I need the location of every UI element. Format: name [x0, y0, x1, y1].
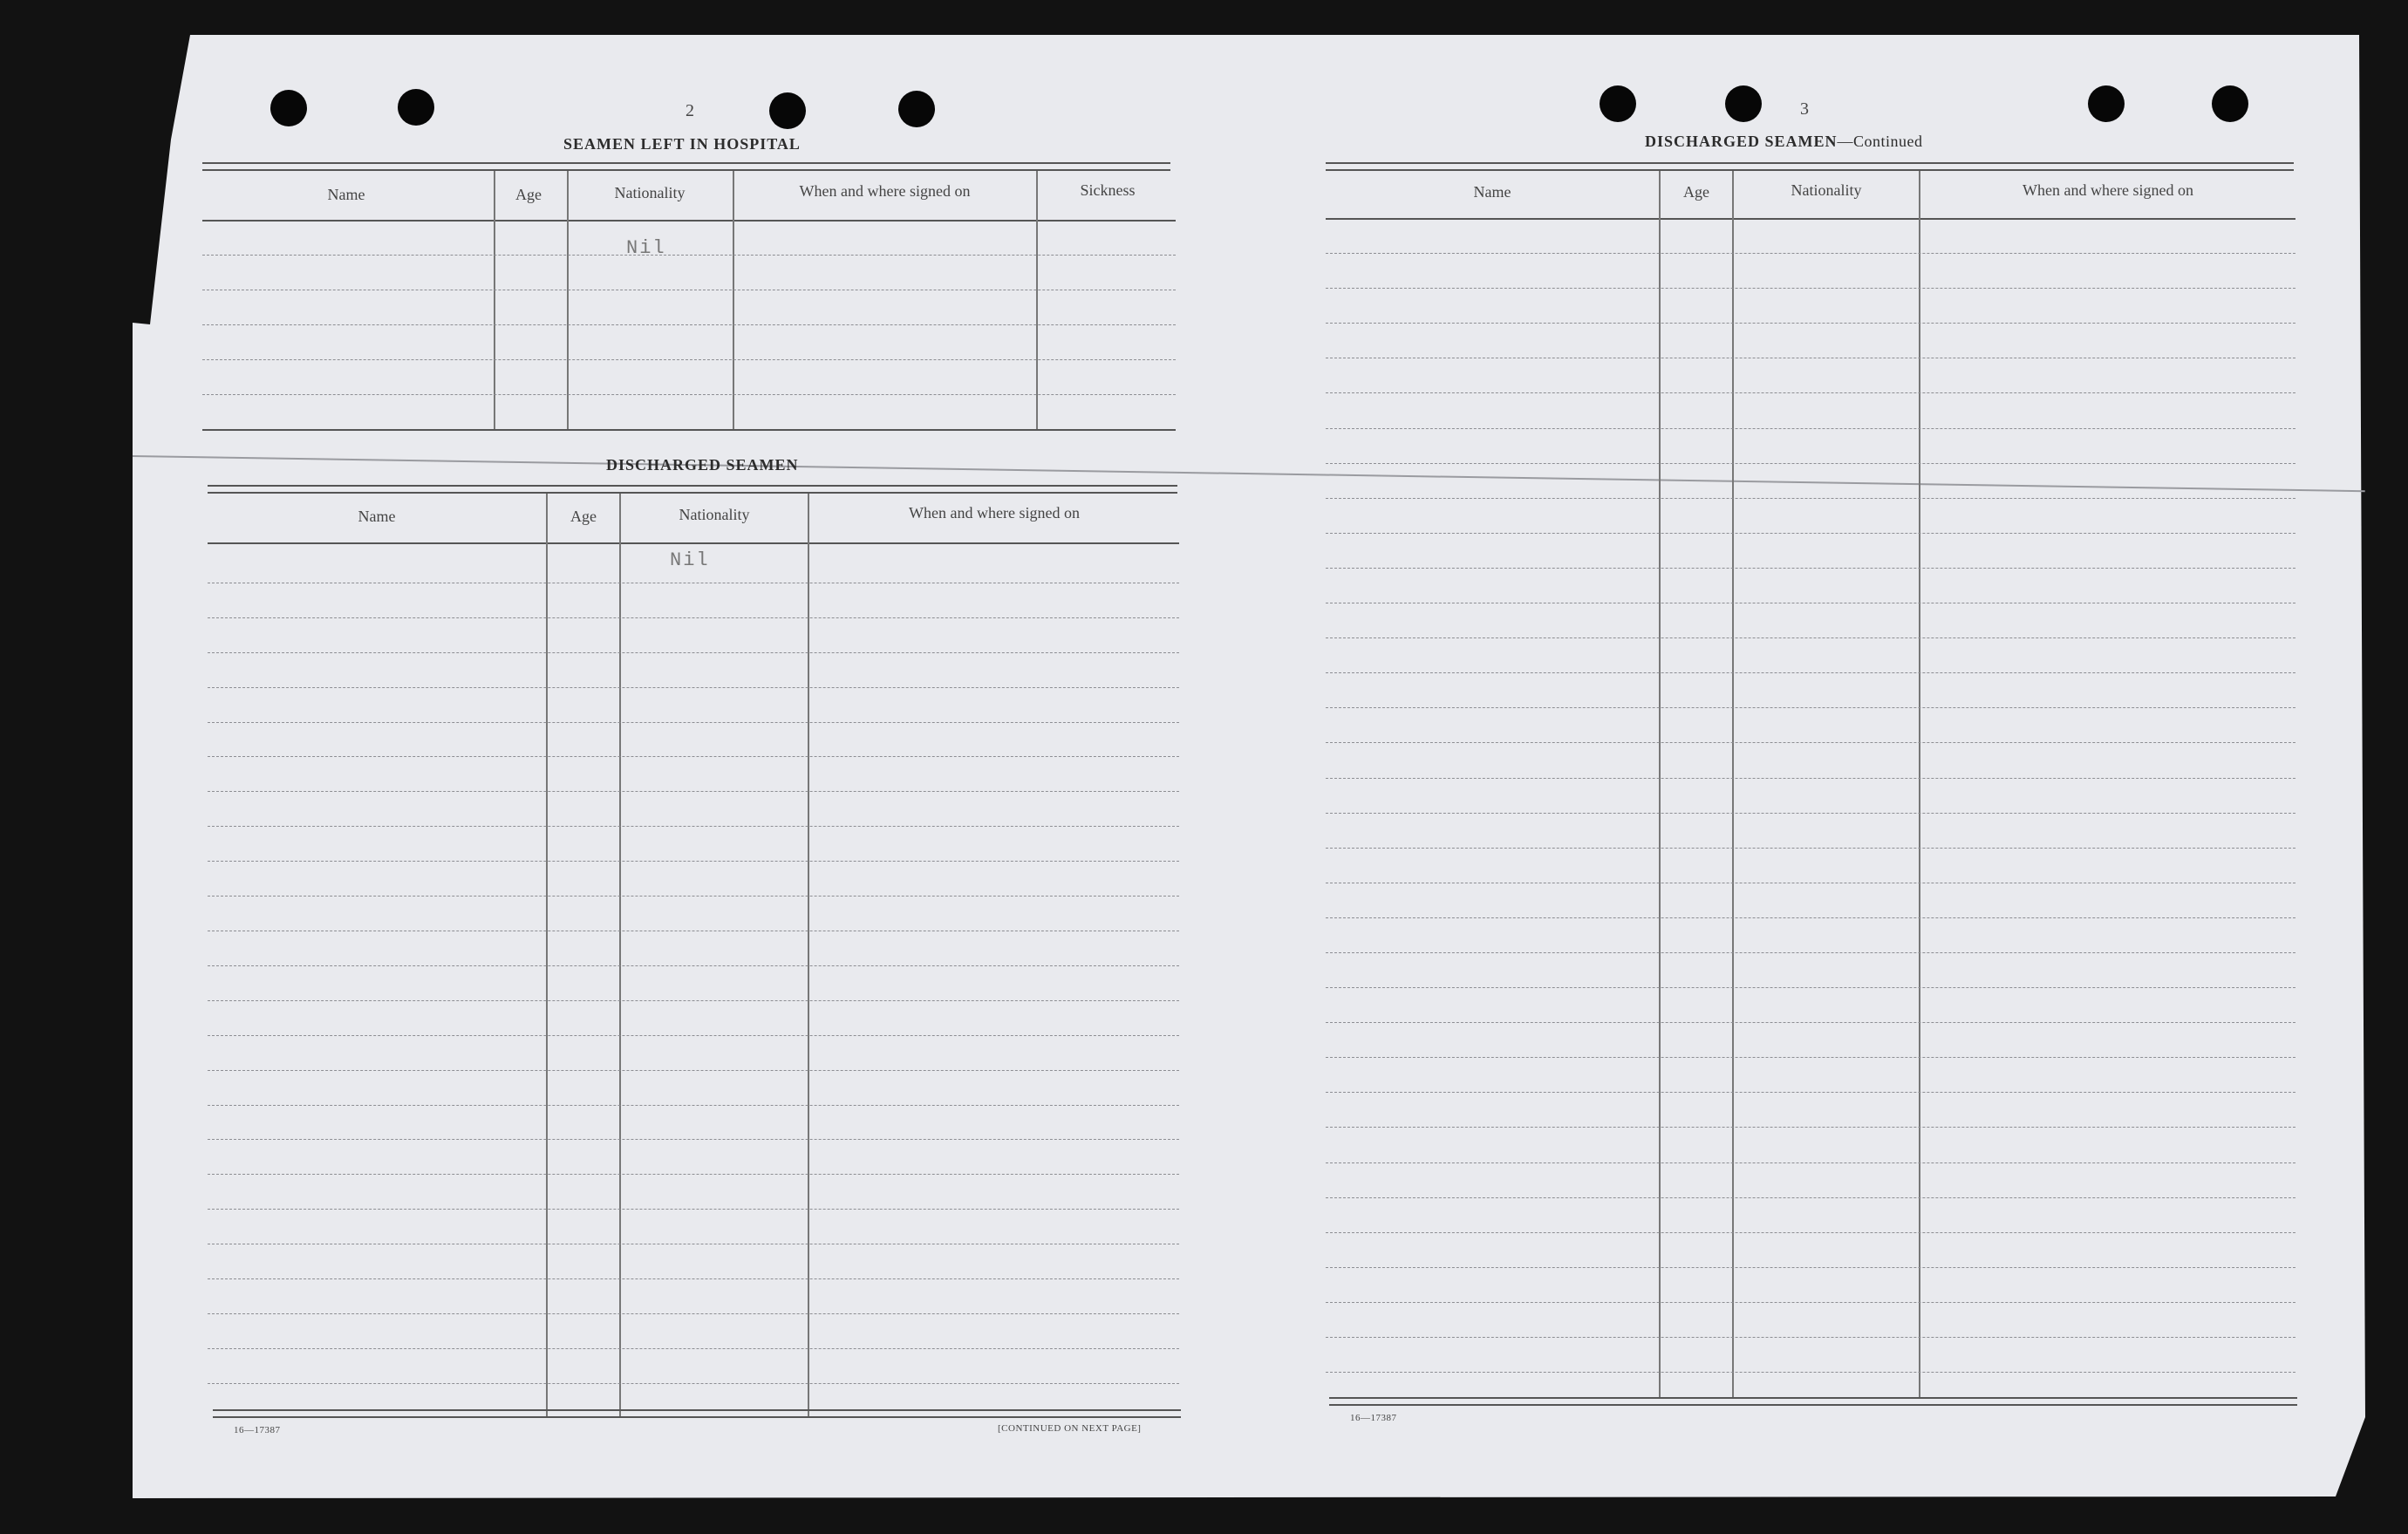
row-line	[1326, 707, 2295, 708]
row-line	[1326, 952, 2295, 953]
form-number: 16—17387	[234, 1425, 281, 1435]
row-line	[208, 1035, 1179, 1036]
row-line	[1326, 498, 2295, 499]
column-divider	[567, 171, 569, 431]
row-line	[1326, 253, 2295, 254]
column-divider	[1036, 171, 1038, 431]
section-title: DISCHARGED SEAMEN	[1645, 133, 1838, 150]
row-line	[208, 1383, 1179, 1384]
header-rule	[202, 220, 1176, 222]
row-line	[1326, 463, 2295, 464]
row-line	[208, 1209, 1179, 1210]
section-title-suffix: —Continued	[1837, 133, 1923, 150]
punch-hole	[1725, 85, 1762, 122]
column-header-name: Name	[358, 508, 396, 525]
row-line	[202, 255, 1176, 256]
column-header-age: Age	[1683, 183, 1709, 201]
row-line	[1326, 848, 2295, 849]
column-header-signed-on: When and where signed on	[2023, 181, 2193, 199]
column-divider	[1659, 171, 1661, 1399]
section-title-hospital: SEAMEN LEFT IN HOSPITAL	[563, 135, 801, 153]
row-line	[208, 1105, 1179, 1106]
row-line	[202, 394, 1176, 395]
row-line	[1326, 428, 2295, 429]
punch-hole	[398, 89, 434, 126]
row-line	[1326, 392, 2295, 393]
row-line	[1326, 1197, 2295, 1198]
row-line	[208, 1070, 1179, 1071]
row-line	[1326, 813, 2295, 814]
column-header-nationality: Nationality	[614, 184, 686, 201]
row-line	[202, 359, 1176, 360]
punch-hole	[769, 92, 806, 129]
row-line	[208, 1313, 1179, 1314]
row-line	[1326, 987, 2295, 988]
row-line	[208, 861, 1179, 862]
row-line	[208, 791, 1179, 792]
table-top-rule	[208, 485, 1177, 494]
row-line	[1326, 1302, 2295, 1303]
row-line	[208, 756, 1179, 757]
entry-nil: Nil	[670, 549, 710, 571]
row-line	[1326, 672, 2295, 673]
row-line	[1326, 1057, 2295, 1058]
row-line	[208, 1174, 1179, 1175]
row-line	[202, 324, 1176, 325]
row-line	[1326, 288, 2295, 289]
row-line	[1326, 1162, 2295, 1163]
section-title-continued	[1645, 133, 1923, 151]
row-line	[208, 652, 1179, 653]
row-line	[208, 1348, 1179, 1349]
row-line	[1326, 778, 2295, 779]
row-line	[208, 1139, 1179, 1140]
row-line	[208, 826, 1179, 827]
row-line	[208, 687, 1179, 688]
continued-note: [CONTINUED ON NEXT PAGE]	[998, 1423, 1142, 1434]
punch-hole	[2088, 85, 2125, 122]
row-line	[1326, 1092, 2295, 1093]
column-divider	[1732, 171, 1734, 1399]
table-bottom-rule	[213, 1409, 1181, 1418]
row-line	[208, 1000, 1179, 1001]
row-line	[1326, 917, 2295, 918]
table-top-rule	[202, 162, 1170, 171]
form-number: 16—17387	[1350, 1413, 1397, 1423]
punch-hole	[2212, 85, 2248, 122]
column-divider	[494, 171, 495, 431]
section-title-discharged: DISCHARGED SEAMEN	[606, 456, 799, 474]
page-number: 2	[686, 101, 695, 120]
row-line	[208, 896, 1179, 897]
column-header-signed-on: When and where signed on	[799, 182, 971, 200]
entry-nil: Nil	[626, 237, 666, 259]
column-header-age: Age	[515, 186, 542, 203]
row-line	[208, 1278, 1179, 1279]
row-line	[1326, 533, 2295, 534]
column-header-name: Name	[327, 186, 365, 203]
table-top-rule	[1326, 162, 2294, 171]
row-line	[1326, 568, 2295, 569]
page-number: 3	[1800, 99, 1810, 119]
row-line	[208, 617, 1179, 618]
row-line	[1326, 1372, 2295, 1373]
column-header-name: Name	[1473, 183, 1511, 201]
column-header-sickness: Sickness	[1080, 181, 1136, 199]
row-line	[1326, 1267, 2295, 1268]
column-header-signed-on: When and where signed on	[909, 504, 1080, 522]
column-header-age: Age	[570, 508, 597, 525]
row-line	[1326, 1337, 2295, 1338]
table-bottom-rule	[1329, 1397, 2297, 1406]
table-bottom-rule	[202, 429, 1176, 431]
punch-hole	[270, 90, 307, 126]
row-line	[1326, 637, 2295, 638]
punch-hole	[898, 91, 935, 127]
row-line	[1326, 742, 2295, 743]
header-rule	[1326, 218, 2295, 220]
row-line	[1326, 1127, 2295, 1128]
column-header-nationality: Nationality	[679, 506, 750, 523]
row-line	[1326, 323, 2295, 324]
header-rule	[208, 542, 1179, 544]
column-divider	[1919, 171, 1920, 1399]
row-line	[208, 722, 1179, 723]
punch-hole	[1600, 85, 1636, 122]
row-line	[1326, 1022, 2295, 1023]
column-divider	[733, 171, 734, 431]
row-line	[208, 965, 1179, 966]
column-header-nationality: Nationality	[1791, 181, 1862, 199]
row-line	[1326, 1232, 2295, 1233]
